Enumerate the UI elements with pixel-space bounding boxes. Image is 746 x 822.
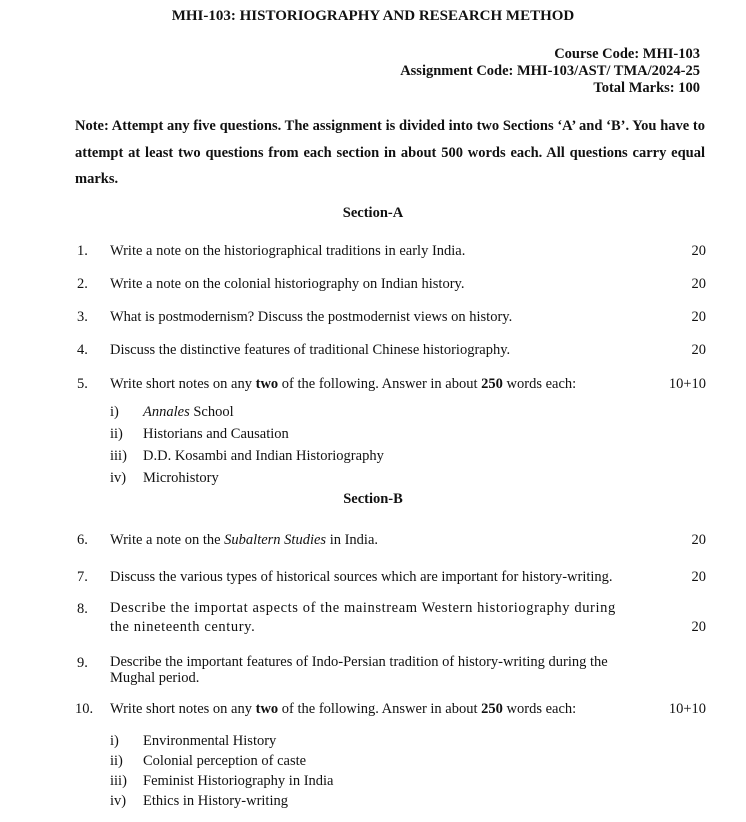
question-number: 2. xyxy=(77,276,88,292)
sub-item-text: Feminist Historiography in India xyxy=(143,773,334,789)
question-marks: 20 xyxy=(691,309,706,325)
question-marks: 20 xyxy=(691,342,706,358)
question-text-line-2: Mughal period. xyxy=(110,670,200,686)
question-number: 6. xyxy=(77,532,88,548)
question-marks: 20 xyxy=(691,276,706,292)
question-number: 3. xyxy=(77,309,88,325)
section-a-heading: Section-A xyxy=(342,205,404,221)
question-number: 4. xyxy=(77,342,88,358)
instructions-note: Note: Attempt any five questions. The assignment is divided into two Sections ‘A’ and ‘B’. You have to attempt at least two questions from each section in about 500 words each. All questions carry equal marks. xyxy=(75,118,705,187)
question-marks: 10+10 xyxy=(668,376,706,392)
page-title: MHI-103: HISTORIOGRAPHY AND RESEARCH METHOD xyxy=(171,8,575,24)
section-b-heading: Section-B xyxy=(343,491,403,507)
sub-item-text: Microhistory xyxy=(143,470,219,486)
question-text-line-1: Describe the importat aspects of the mainstream Western historiography during xyxy=(110,600,616,616)
question-text-line-1: Describe the important features of Indo-Persian tradition of history-writing during the xyxy=(110,654,608,670)
sub-item-text: Annales School xyxy=(143,404,234,420)
question-marks: 10+10 xyxy=(668,701,706,717)
question-number: 7. xyxy=(77,569,88,585)
question-number: 10. xyxy=(75,701,94,717)
question-text: Write short notes on any two of the following. Answer in about 250 words each: xyxy=(110,701,577,717)
question-text: Write a note on the Subaltern Studies in India. xyxy=(110,532,379,548)
question-text: Write a note on the colonial historiography on Indian history. xyxy=(110,276,465,292)
question-marks: 20 xyxy=(691,619,706,635)
sub-item-number: ii) xyxy=(110,426,123,442)
question-text: Discuss the distinctive features of traditional Chinese historiography. xyxy=(110,342,511,358)
course-code: Course Code: MHI-103 xyxy=(554,46,700,62)
sub-item-number: i) xyxy=(110,733,119,749)
question-text-line-2: the nineteenth century. xyxy=(110,619,256,635)
question-number: 1. xyxy=(77,243,88,259)
assignment-code: Assignment Code: MHI-103/AST/ TMA/2024-25 xyxy=(400,63,700,79)
sub-item-number: iii) xyxy=(110,448,127,464)
question-text: What is postmodernism? Discuss the postmodernist views on history. xyxy=(110,309,513,325)
sub-item-number: i) xyxy=(110,404,119,420)
sub-item-number: iv) xyxy=(110,793,127,809)
question-number: 5. xyxy=(77,376,88,392)
sub-item-number: iii) xyxy=(110,773,127,789)
sub-item-text: Environmental History xyxy=(143,733,277,749)
question-marks: 20 xyxy=(691,243,706,259)
total-marks: Total Marks: 100 xyxy=(593,80,700,96)
sub-item-text: Historians and Causation xyxy=(143,426,289,442)
question-marks: 20 xyxy=(691,569,706,585)
question-text: Write short notes on any two of the following. Answer in about 250 words each: xyxy=(110,376,577,392)
question-marks: 20 xyxy=(691,532,706,548)
question-text: Write a note on the historiographical traditions in early India. xyxy=(110,243,466,259)
question-number: 8. xyxy=(77,601,88,617)
sub-item-number: iv) xyxy=(110,470,127,486)
sub-item-text: D.D. Kosambi and Indian Historiography xyxy=(143,448,384,464)
sub-item-text: Ethics in History-writing xyxy=(143,793,288,809)
sub-item-text: Colonial perception of caste xyxy=(143,753,307,769)
question-text: Discuss the various types of historical sources which are important for history-writing. xyxy=(110,569,613,585)
sub-item-number: ii) xyxy=(110,753,123,769)
question-number: 9. xyxy=(77,655,88,671)
